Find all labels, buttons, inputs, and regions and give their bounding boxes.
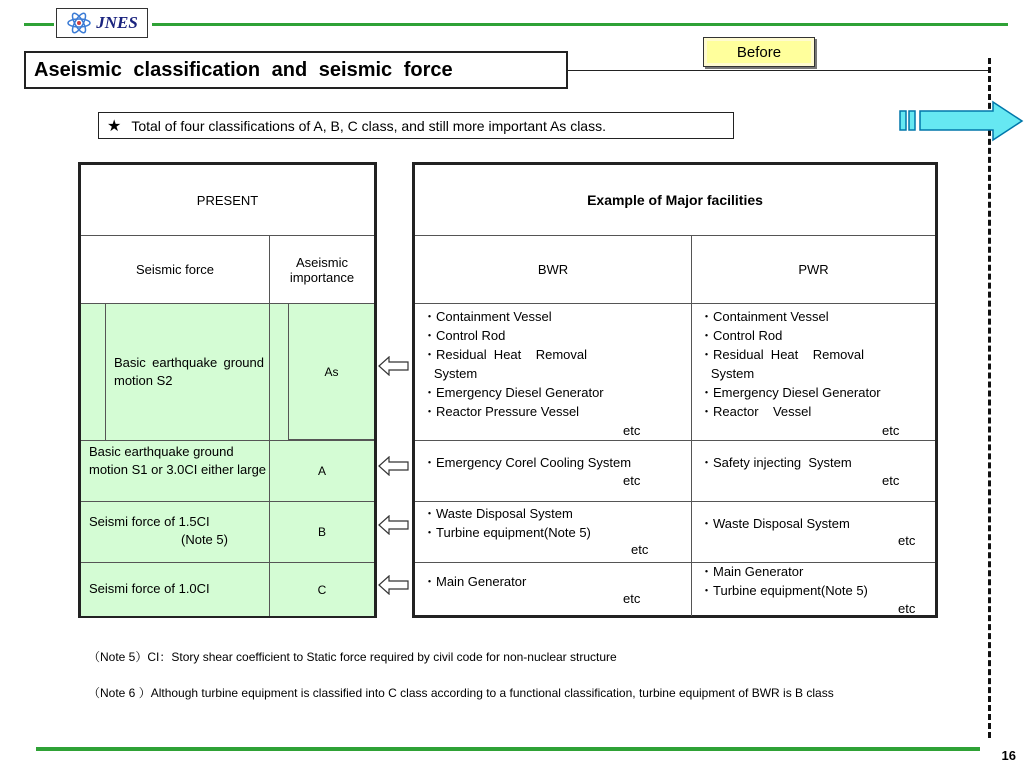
row3-bwr (415, 501, 691, 542)
facility-item: ・Control Rod (423, 328, 506, 343)
facility-item: ・Main Generator (423, 574, 527, 589)
row2-bwr (415, 450, 691, 472)
present-header: PRESENT (196, 192, 259, 208)
row-c-force: Seismi force of 1.0CI (89, 581, 210, 596)
row4-pwr (692, 559, 935, 600)
note-6: （Note 6 ）Although turbine equipment is classified into C class according to a functional classification, turbine equipment of BWR is B class (88, 686, 834, 700)
col-importance-line1: Aseismic (295, 254, 348, 270)
facility-item: ・Reactor Vessel (700, 404, 812, 419)
facility-item: ・Control Rod (700, 328, 783, 343)
facilities-header: Example of Major facilities (587, 192, 763, 208)
left-arrow-icon (378, 575, 410, 600)
facility-item: ・Emergency Diesel Generator (423, 385, 604, 400)
col-importance-line2: importance (289, 269, 355, 285)
summary-box (98, 112, 734, 139)
etc-label: etc (623, 423, 641, 438)
facilities-table (412, 162, 938, 618)
row-c-class (270, 563, 374, 616)
class-as: As (324, 364, 339, 379)
col-aseismic-importance (270, 236, 374, 303)
left-arrow-icon (378, 356, 410, 381)
page-number: 16 (1001, 748, 1016, 763)
row1-pwr (692, 304, 935, 421)
facility-item: ・Safety injecting System (700, 455, 852, 470)
row-b-force (89, 513, 267, 549)
col-bwr: BWR (537, 262, 569, 277)
facility-item: ・Containment Vessel (423, 309, 552, 324)
class-b: B (317, 525, 326, 539)
facility-item: ・Main Generator (700, 564, 804, 579)
atom-icon (66, 12, 92, 34)
row-as-force-text: Basic earthquake ground motion S2 (114, 355, 264, 388)
facility-item: ・Turbine equipment(Note 5) (700, 583, 868, 598)
row-as-class (288, 304, 374, 440)
facility-item: ・Waste Disposal System (700, 516, 850, 531)
note-5: （Note 5）CI：Story shear coefficient to Static force required by civil code for non-nuclear structure (88, 650, 617, 664)
etc-label: etc (623, 591, 641, 606)
jnes-logo (56, 8, 148, 38)
facility-item: ・Containment Vessel (700, 309, 829, 324)
footer-rule (36, 747, 980, 751)
etc-label: etc (898, 601, 916, 616)
left-arrow-icon (378, 515, 410, 540)
etc-label: etc (882, 423, 900, 438)
facility-item: System (423, 366, 478, 381)
dashed-divider (988, 58, 991, 738)
facility-item: ・Residual Heat Removal (423, 347, 588, 362)
title-rule (568, 70, 988, 71)
row-a-class (270, 441, 374, 501)
etc-label: etc (623, 473, 641, 488)
etc-label: etc (631, 542, 649, 557)
facility-item: ・Turbine equipment(Note 5) (423, 525, 591, 540)
row-as-force (105, 304, 270, 440)
row-b-force-line1: Seismi force of 1.5CI (89, 514, 210, 529)
facility-item: System (700, 366, 755, 381)
class-a: A (317, 464, 326, 478)
right-arrow-icon (898, 100, 1024, 149)
row-b-force-line2: (Note 5) (181, 532, 228, 547)
row-a-force: Basic earthquake ground motion S1 or 3.0CI either large (89, 444, 267, 477)
page-title: Aseismic classification and seismic force (24, 51, 568, 89)
logo-text: JNES (96, 13, 138, 32)
facility-item: ・Residual Heat Removal (700, 347, 865, 362)
col-seismic-force: Seismic force (135, 262, 215, 277)
row1-bwr (415, 304, 691, 421)
row-b-class (270, 502, 374, 562)
before-badge: Before (703, 37, 815, 67)
header-rule-left (24, 23, 54, 26)
facility-item: ・Reactor Pressure Vessel (423, 404, 580, 419)
row3-pwr (692, 511, 935, 533)
row2-pwr (692, 450, 935, 472)
facility-item: ・Emergency Corel Cooling System (423, 455, 632, 470)
left-arrow-icon (378, 456, 410, 481)
facility-item: ・Emergency Diesel Generator (700, 385, 881, 400)
class-c: C (317, 582, 327, 597)
star-icon: ★ (107, 117, 122, 135)
header-rule (152, 23, 1008, 26)
divider (415, 440, 935, 441)
summary-text: Total of four classifications of A, B, C class, and still more important As class. (131, 117, 606, 134)
row4-bwr (415, 569, 691, 591)
etc-label: etc (898, 533, 916, 548)
facility-item: ・Waste Disposal System (423, 506, 573, 521)
col-pwr: PWR (798, 262, 829, 277)
present-table (78, 162, 377, 618)
divider (269, 304, 270, 616)
etc-label: etc (882, 473, 900, 488)
